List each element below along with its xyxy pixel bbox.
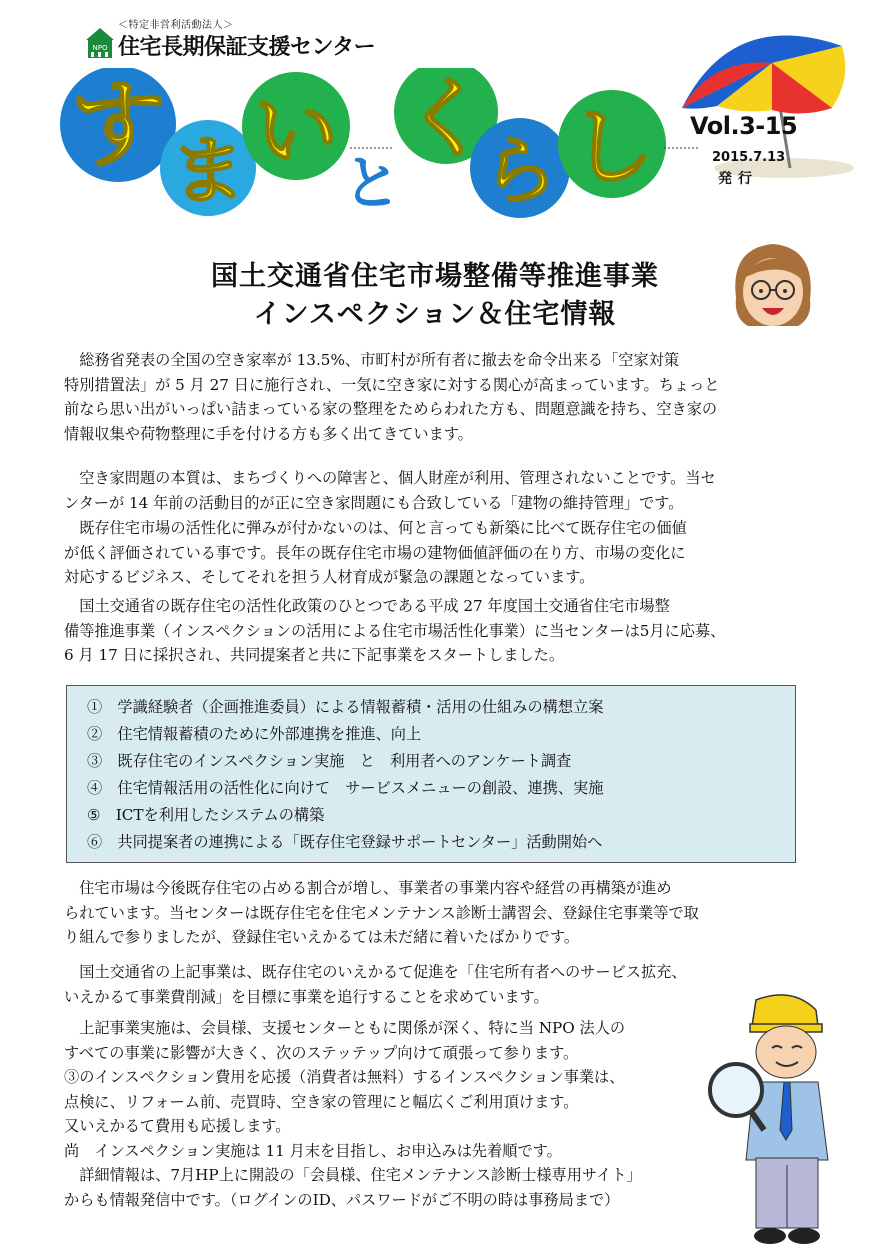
title-char-5: く — [403, 69, 489, 169]
svg-text:NPO: NPO — [92, 44, 108, 52]
title-char-1: す — [70, 69, 166, 181]
org-name: 住宅長期保証支援センター — [118, 35, 376, 60]
inspector-character-icon — [706, 990, 846, 1252]
list-item: ② 住宅情報蓄積のために外部連携を推進、向上 — [87, 725, 422, 743]
list-item: ⑤ ICTを利用したシステムの構築 — [87, 806, 325, 824]
title-char-6: ら — [483, 128, 557, 214]
npo-logo-icon — [86, 28, 114, 58]
headline-line-2: インスペクション＆住宅情報 — [253, 299, 617, 330]
title-char-4: と — [342, 149, 402, 217]
title-logo — [58, 68, 698, 238]
list-item: ③ 既存住宅のインスペクション実施 と 利用者へのアンケート調査 — [87, 752, 572, 770]
title-char-7: し — [569, 98, 655, 196]
paragraph-4: 国土交通省の既存住宅の活性化政策のひとつである平成 27 年度国土交通省住宅市場整 備等推進事業（インスペクションの活用による住宅市場活性化事業）に当センターは5月に応募、 6 月 17 日に採択され、共同提案者と共に下記事業をスタートしました。 — [64, 597, 726, 664]
paragraph-1: 総務省発表の全国の空き家率が 13.5%、市町村が所有者に撤去を命令出来る「空家対策 特別措置法」が 5 月 27 日に施行され、一気に空き家に対する関心が高まっています。ちょっと 前なら思い出がいっぱい詰まっている家の整理をためらわれた方も、問題意識を持ち、空き家の 情報収集や荷物整理に手を付ける方も多く出てきています。 — [64, 351, 720, 443]
paragraph-7: 上記事業実施は、会員様、支援センターともに関係が深く、特に当 NPO 法人の すべての事業に影響が大きく、次のステッテップ向けて頑張って参ります。 ③のインスペクション費用を応援（消費者は無料）するインスペクション事業は、 点検に、リフォーム前、売買時、空き家の管理にと幅広くご利用頂けます。 又いえかるて費用も応援します。 尚 インスペクション実施は 11 月末を目指し、お申込みは先着順です。 詳細情報は、7月HP上に開設の「会員様、住宅メンテナンス診断士様専用サイト」 からも情報発信中です。（ログインのID、パスワードがご不明の時は事務局まで） — [64, 1019, 642, 1209]
headline-line-1: 国土交通省住宅市場整備等推進事業 — [211, 261, 659, 292]
paragraph-3: 既存住宅市場の活性化に弾みが付かないのは、何と言っても新築に比べて既存住宅の価値 が低く評価されている事です。長年の既存住宅市場の建物価値評価の在り方、市場の変化に 対応するビジネス、そしてそれを担う人材育成が緊急の課題となっています。 — [64, 519, 687, 586]
project-list-box — [66, 685, 796, 863]
woman-face-icon — [728, 238, 818, 334]
list-item: ① 学識経験者（企画推進委員）による情報蓄積・活用の仕組みの構想立案 — [87, 698, 604, 716]
paragraph-2: 空き家問題の本質は、まちづくりへの障害と、個人財産が利用、管理されないことです。当セ ンターが 14 年前の活動目的が正に空き家問題にも合致している「建物の維持管理」です。 — [64, 469, 716, 512]
org-type-label: ＜特定非営利活動法人＞ — [118, 20, 234, 31]
title-char-3: い — [253, 82, 339, 180]
paragraph-5: 住宅市場は今後既存住宅の占める割合が増し、事業者の事業内容や経営の再構築が進め られています。当センターは既存住宅を住宅メンテナンス診断士講習会、登録住宅事業等で取 り組んで参りましたが、登録住宅いえかるては未だ緒に着いたばかりです。 — [64, 879, 699, 946]
issue-date: 2015.7.13 — [712, 150, 786, 165]
paragraph-6: 国土交通省の上記事業は、既存住宅のいえかるて促進を「住宅所有者へのサービス拡充、 いえかるて事業費削減」を目標に事業を追行することを求めています。 — [64, 963, 687, 1006]
list-item: ⑥ 共同提案者の連携による「既存住宅登録サポートセンター」活動開始へ — [87, 833, 603, 851]
list-item: ④ 住宅情報活用の活性化に向けて サービスメニューの創設、連携、実施 — [87, 779, 604, 797]
title-char-2: ま — [171, 128, 245, 214]
issued-label: 発行 — [718, 171, 758, 187]
volume-label: Vol.3-15 — [690, 112, 798, 140]
